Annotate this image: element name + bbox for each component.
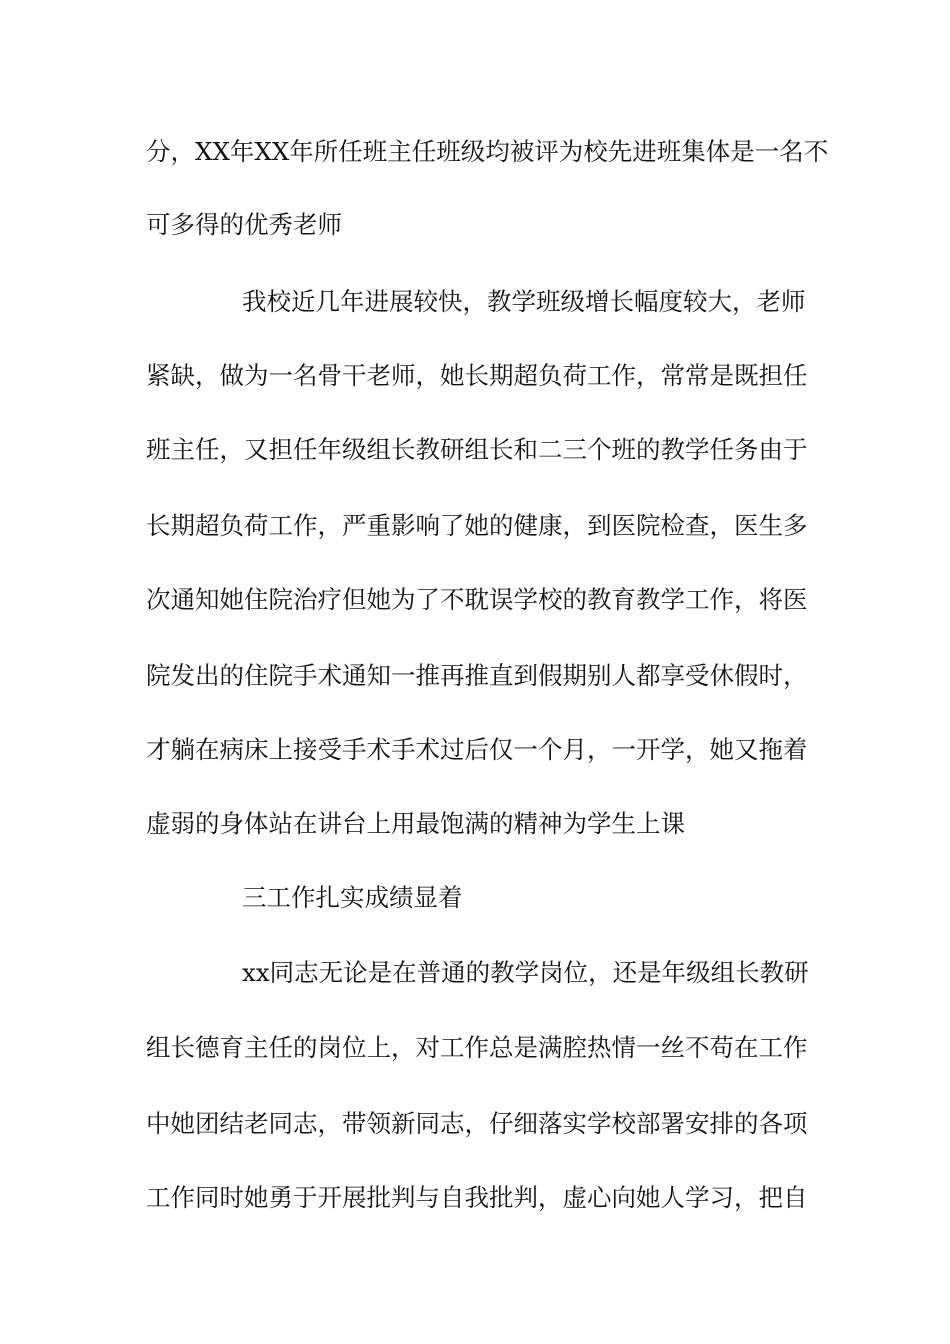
text-line: 组长德育主任的岗位上，对工作总是满腔热情一丝不苟在工作 <box>146 1033 808 1062</box>
text-line: 紧缺，做为一名骨干老师，她长期超负荷工作，常常是既担任 <box>146 361 808 390</box>
paragraph-first-line: 我校近几年进展较快，教学班级增长幅度较大，老师 <box>242 287 806 316</box>
text-line: 虚弱的身体站在讲台上用最饱满的精神为学生上课 <box>146 809 685 838</box>
text-line: 才躺在病床上接受手术手术过后仅一个月，一开学，她又拖着 <box>146 735 808 764</box>
text-line: 中她团结老同志，带领新同志，仔细落实学校部署安排的各项 <box>146 1109 808 1138</box>
text-line: 院发出的住院手术通知一推再推直到假期别人都享受休假时， <box>146 661 808 690</box>
text-line: 可多得的优秀老师 <box>146 210 342 239</box>
text-line: 工作同时她勇于开展批判与自我批判，虚心向她人学习，把自 <box>146 1183 808 1212</box>
paragraph-first-line: xx同志无论是在普通的教学岗位，还是年级组长教研 <box>242 958 809 987</box>
text-line: 班主任，又担任年级组长教研组长和二三个班的教学任务由于 <box>146 435 808 464</box>
text-line: 分，XX年XX年所任班主任班级均被评为校先进班集体是一名不 <box>146 137 829 166</box>
text-line: 长期超负荷工作，严重影响了她的健康，到医院检查，医生多 <box>146 511 808 540</box>
section-heading: 三工作扎实成绩显着 <box>242 883 463 912</box>
text-line: 次通知她住院治疗但她为了不耽误学校的教育教学工作，将医 <box>146 585 808 614</box>
